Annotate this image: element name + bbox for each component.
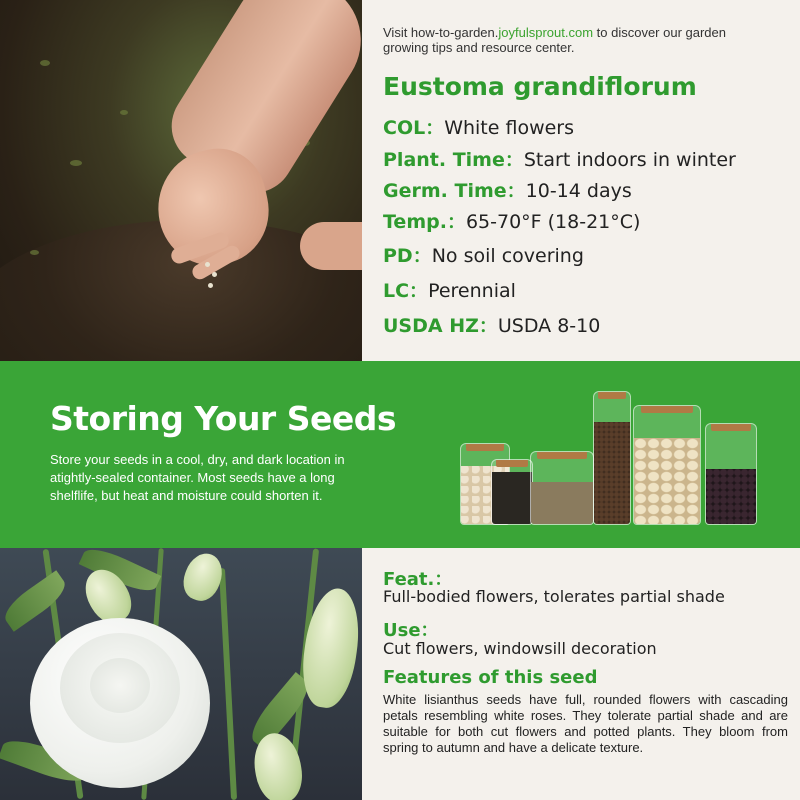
visit-prefix: Visit how-to-garden.	[383, 25, 499, 40]
second-hand	[300, 222, 362, 270]
attr-value: USDA 8-10	[497, 315, 601, 337]
white-lisianthus-photo	[0, 548, 362, 800]
attr-label: COL：	[383, 117, 445, 139]
seed-jar	[593, 391, 631, 525]
site-link[interactable]: joyfulsprout.com	[498, 25, 594, 40]
jar-cork	[598, 391, 627, 399]
feat-label: Feat.：	[383, 569, 453, 590]
attr-label: Germ. Time：	[383, 180, 526, 202]
falling-seed	[205, 262, 210, 267]
seed-jar	[491, 459, 533, 525]
attr-label: Plant. Time：	[383, 149, 524, 171]
storing-title: Storing Your Seeds	[50, 399, 396, 438]
attr-value: No soil covering	[431, 245, 584, 267]
jar-cork	[641, 405, 694, 413]
jar-cork	[466, 443, 504, 451]
flower-inner-petal	[90, 658, 150, 713]
attr-value: 65-70°F (18-21°C)	[465, 211, 641, 233]
use-value: Cut flowers, windowsill decoration	[383, 639, 657, 658]
attr-value: 10-14 days	[525, 180, 632, 202]
jar-cork	[496, 459, 528, 467]
features-panel	[362, 548, 800, 800]
attr-temperature	[383, 211, 640, 233]
attr-label: PD：	[383, 245, 432, 267]
attr-value: Perennial	[428, 280, 516, 302]
jar-seeds	[531, 482, 593, 524]
feat-value: Full-bodied flowers, tolerates partial shade	[383, 587, 725, 606]
jar-seeds	[492, 472, 532, 524]
attr-planting-depth	[383, 245, 584, 267]
soil-sowing-photo	[0, 0, 362, 361]
storing-text: Store your seeds in a cool, dry, and dark location in atightly-sealed container. Most seeds have a long shelflife, but heat and moisture could shorten it.	[50, 452, 345, 503]
seed-jars-image	[455, 385, 760, 525]
seedling-speck	[70, 160, 82, 166]
seedling-speck	[40, 60, 50, 66]
attr-color	[383, 117, 574, 139]
seed-jar	[633, 405, 701, 525]
plant-info-panel	[362, 0, 800, 361]
use-label: Use：	[383, 620, 439, 641]
leaf	[0, 570, 71, 631]
falling-seed	[208, 283, 213, 288]
falling-seed	[212, 272, 217, 277]
attr-label: LC：	[383, 280, 429, 302]
attr-label: USDA HZ：	[383, 315, 498, 337]
attr-value: Start indoors in winter	[523, 149, 736, 171]
attr-plant-time	[383, 149, 736, 171]
seed-jar	[530, 451, 594, 525]
jar-seeds	[706, 469, 756, 524]
attr-life-cycle	[383, 280, 516, 302]
seedling-speck	[30, 250, 39, 255]
attr-usda-zone	[383, 315, 600, 337]
visit-note	[383, 25, 763, 55]
attr-value: White flowers	[444, 117, 575, 139]
attr-label: Temp.：	[383, 211, 466, 233]
jar-seeds	[634, 438, 700, 524]
jar-cork	[711, 423, 751, 431]
seed-features-heading: Features of this seed	[383, 667, 598, 688]
jar-cork	[537, 451, 587, 459]
visit-suffix: to discover our garden growing tips and resource center.	[383, 25, 726, 55]
seedling-speck	[120, 110, 128, 115]
seed-jar	[705, 423, 757, 525]
jar-seeds	[594, 422, 630, 524]
stem	[219, 568, 237, 800]
plant-name: Eustoma grandiflorum	[383, 72, 697, 101]
attr-germ-time	[383, 180, 632, 202]
seed-features-description: White lisianthus seeds have full, rounded flowers with cascading petals resembling white roses. They tolerate partial shade and are suitable for both cut flowers and potted plants. They bloom from spring to autumn and have a delicate texture.	[383, 692, 788, 755]
